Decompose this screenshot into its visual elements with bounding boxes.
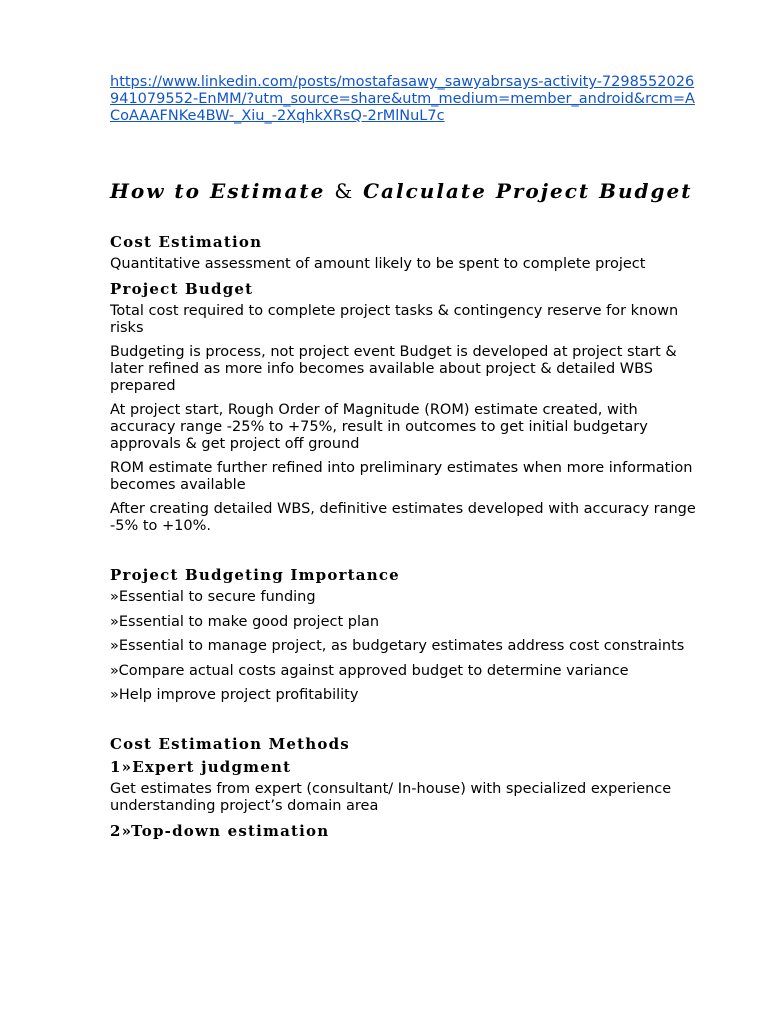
project-budget-paragraph: ROM estimate further refined into preliminary estimates when more information becomes available <box>110 460 693 493</box>
importance-bullet: »Essential to secure funding <box>110 589 316 605</box>
importance-bullet: »Essential to manage project, as budgetary estimates address cost constraints <box>110 638 685 654</box>
estimation-methods-heading: Cost Estimation Methods <box>110 735 350 753</box>
page-title <box>110 179 700 203</box>
importance-bullet: »Essential to make good project plan <box>110 613 380 630</box>
cost-estimation-text: Quantitative assessment of amount likely to be spent to complete project <box>110 256 646 272</box>
linkedin-post-link[interactable]: https://www.linkedin.com/posts/mostafasawy_sawyabrsays-activity-7298552026941079552-EnMM/?utm_source=share&utm_medium=member_android&rcm=ACoAAAFNKe4BW-_Xiu_-2XqhkXRsQ-2rMlNuL7c <box>110 74 695 124</box>
project-budget-paragraph: At project start, Rough Order of Magnitude (ROM) estimate created, with accuracy range -25% to +75%, result in outcomes to get initial budgetary approvals & get project off ground <box>110 402 648 452</box>
expert-judgment-heading: 1»Expert judgment <box>110 758 292 776</box>
project-budget-paragraph: After creating detailed WBS, definitive estimates developed with accuracy range -5% to +10%. <box>110 501 696 534</box>
importance-bullet: »Compare actual costs against approved budget to determine variance <box>110 662 629 679</box>
expert-judgment-text: Get estimates from expert (consultant/ In-house) with specialized experience understanding project’s domain area <box>110 781 672 814</box>
project-budget-paragraph: Budgeting is process, not project event Budget is developed at project start & later refined as more info becomes available about project & detailed WBS prepared <box>110 344 677 394</box>
cost-estimation-heading: Cost Estimation <box>110 233 263 251</box>
project-budget-paragraph: Total cost required to complete project tasks & contingency reserve for known risks <box>110 303 679 336</box>
title-part-2: Calculate Project Budget <box>363 179 693 203</box>
importance-bullet: »Help improve project profitability <box>110 687 359 703</box>
title-ampersand: & <box>334 179 355 203</box>
budgeting-importance-heading: Project Budgeting Importance <box>110 566 400 584</box>
title-part-1: How to Estimate <box>110 179 326 203</box>
project-budget-heading: Project Budget <box>110 280 254 298</box>
top-down-estimation-heading: 2»Top-down estimation <box>110 822 330 840</box>
document-page <box>110 74 700 840</box>
